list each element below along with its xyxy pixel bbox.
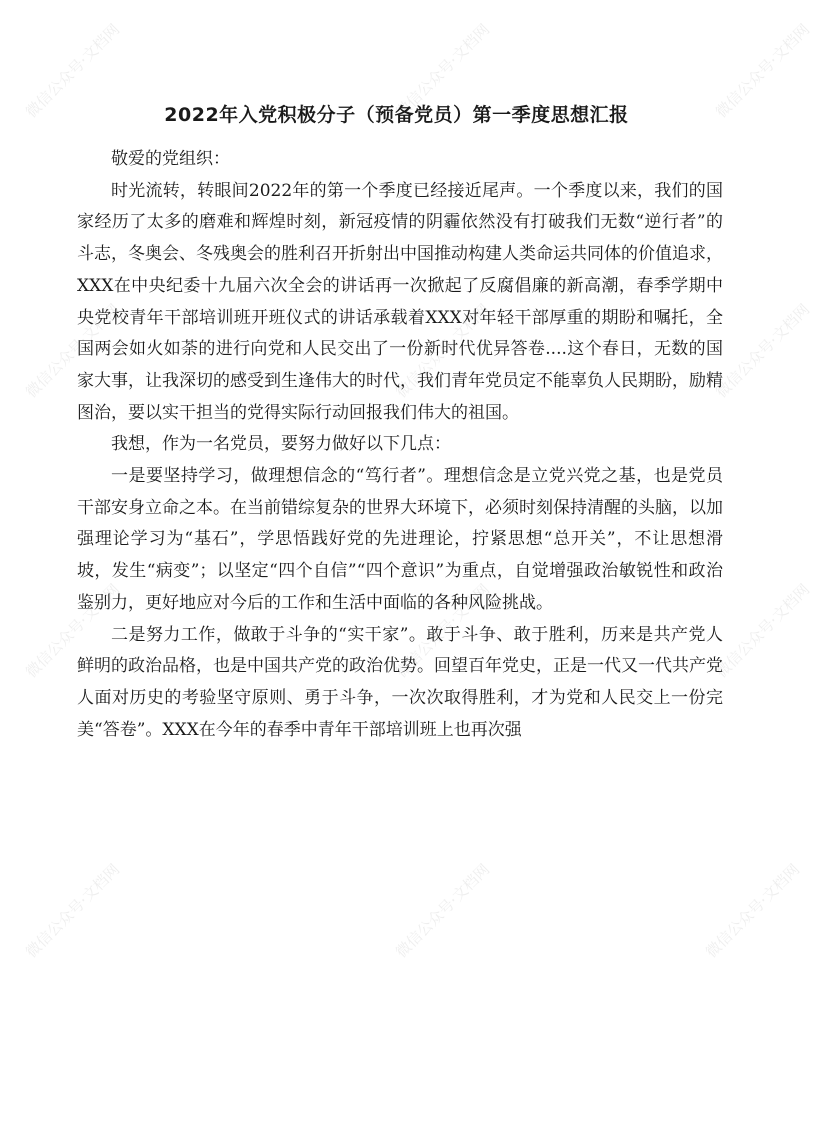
paragraph: 一是要坚持学习，做理想信念的“笃行者”。理想信念是立党兴党之基，也是党员干部安身立命之本。在当前错综复杂的世界大环境下，必须时刻保持清醒的头脑，以加强理论学习为“基石”，学思悟践好党的先进理论，拧紧思想“总开关”，不让思想滑坡，发生“病变”；以坚定“四个自信”“四个意识”为重点，自觉增强政治敏锐性和政治鉴别力，更好地应对今后的工作和生活中面临的各种风险挑战。: [77, 466, 723, 613]
document-title: 2022年入党积极分子（预备党员）第一季度思想汇报: [164, 104, 629, 126]
watermark-text: 微信公众号·文档网: [712, 580, 814, 682]
watermark-text: 微信公众号·文档网: [712, 300, 814, 402]
watermark-text: 微信公众号·文档网: [392, 580, 494, 682]
watermark-text: 微信公众号·文档网: [392, 300, 494, 402]
watermark-text: 微信公众号·文档网: [22, 860, 124, 962]
paragraph: 二是努力工作，做敢于斗争的“实干家”。敢于斗争、敢于胜利，历来是共产党人鲜明的政治品格，也是中国共产党的政治优势。回望百年党史，正是一代又一代共产党人面对历史的考验坚守原则、勇于斗争，一次次取得胜利，才为党和人民交上一份完美“答卷”。XXX在今年的春季中青年干部培训班上也再次强: [77, 624, 723, 740]
watermark-text: 微信公众号·文档网: [702, 860, 804, 962]
watermark-text: 微信公众号·文档网: [22, 300, 124, 402]
watermark-text: 微信公众号·文档网: [712, 20, 814, 122]
salutation: 敬爱的党组织：: [111, 149, 230, 169]
paragraph: 我想，作为一名党员，要努力做好以下几点：: [111, 434, 451, 455]
watermark-text: 微信公众号·文档网: [392, 860, 494, 962]
paragraph: 时光流转，转眼间2022年的第一个季度已经接近尾声。一个季度以来，我们的国家经历了太多的磨难和辉煌时刻，新冠疫情的阴霾依然没有打破我们无数“逆行者”的斗志，冬奥会、冬残奥会的胜利召开折射出中国推动构建人类命运共同体的价值追求，XXX在中央纪委十九届六次全会的讲话再一次掀起了反腐倡廉的新高潮，春季学期中央党校青年干部培训班开班仪式的讲话承载着XXX对年轻干部厚重的期盼和嘱托，全国两会如火如荼的进行向党和人民交出了一份新时代优异答卷....这个春日，无数的国家大事，让我深切的感受到生逢伟大的时代，我们青年党员定不能辜负人民期盼，励精图治，要以实干担当的党得实际行动回报我们伟大的祖国。: [77, 180, 723, 423]
watermark-text: 微信公众号·文档网: [392, 20, 494, 122]
watermark-text: 微信公众号·文档网: [22, 20, 124, 122]
watermark-text: 微信公众号·文档网: [22, 580, 124, 682]
document-body: [77, 144, 723, 746]
